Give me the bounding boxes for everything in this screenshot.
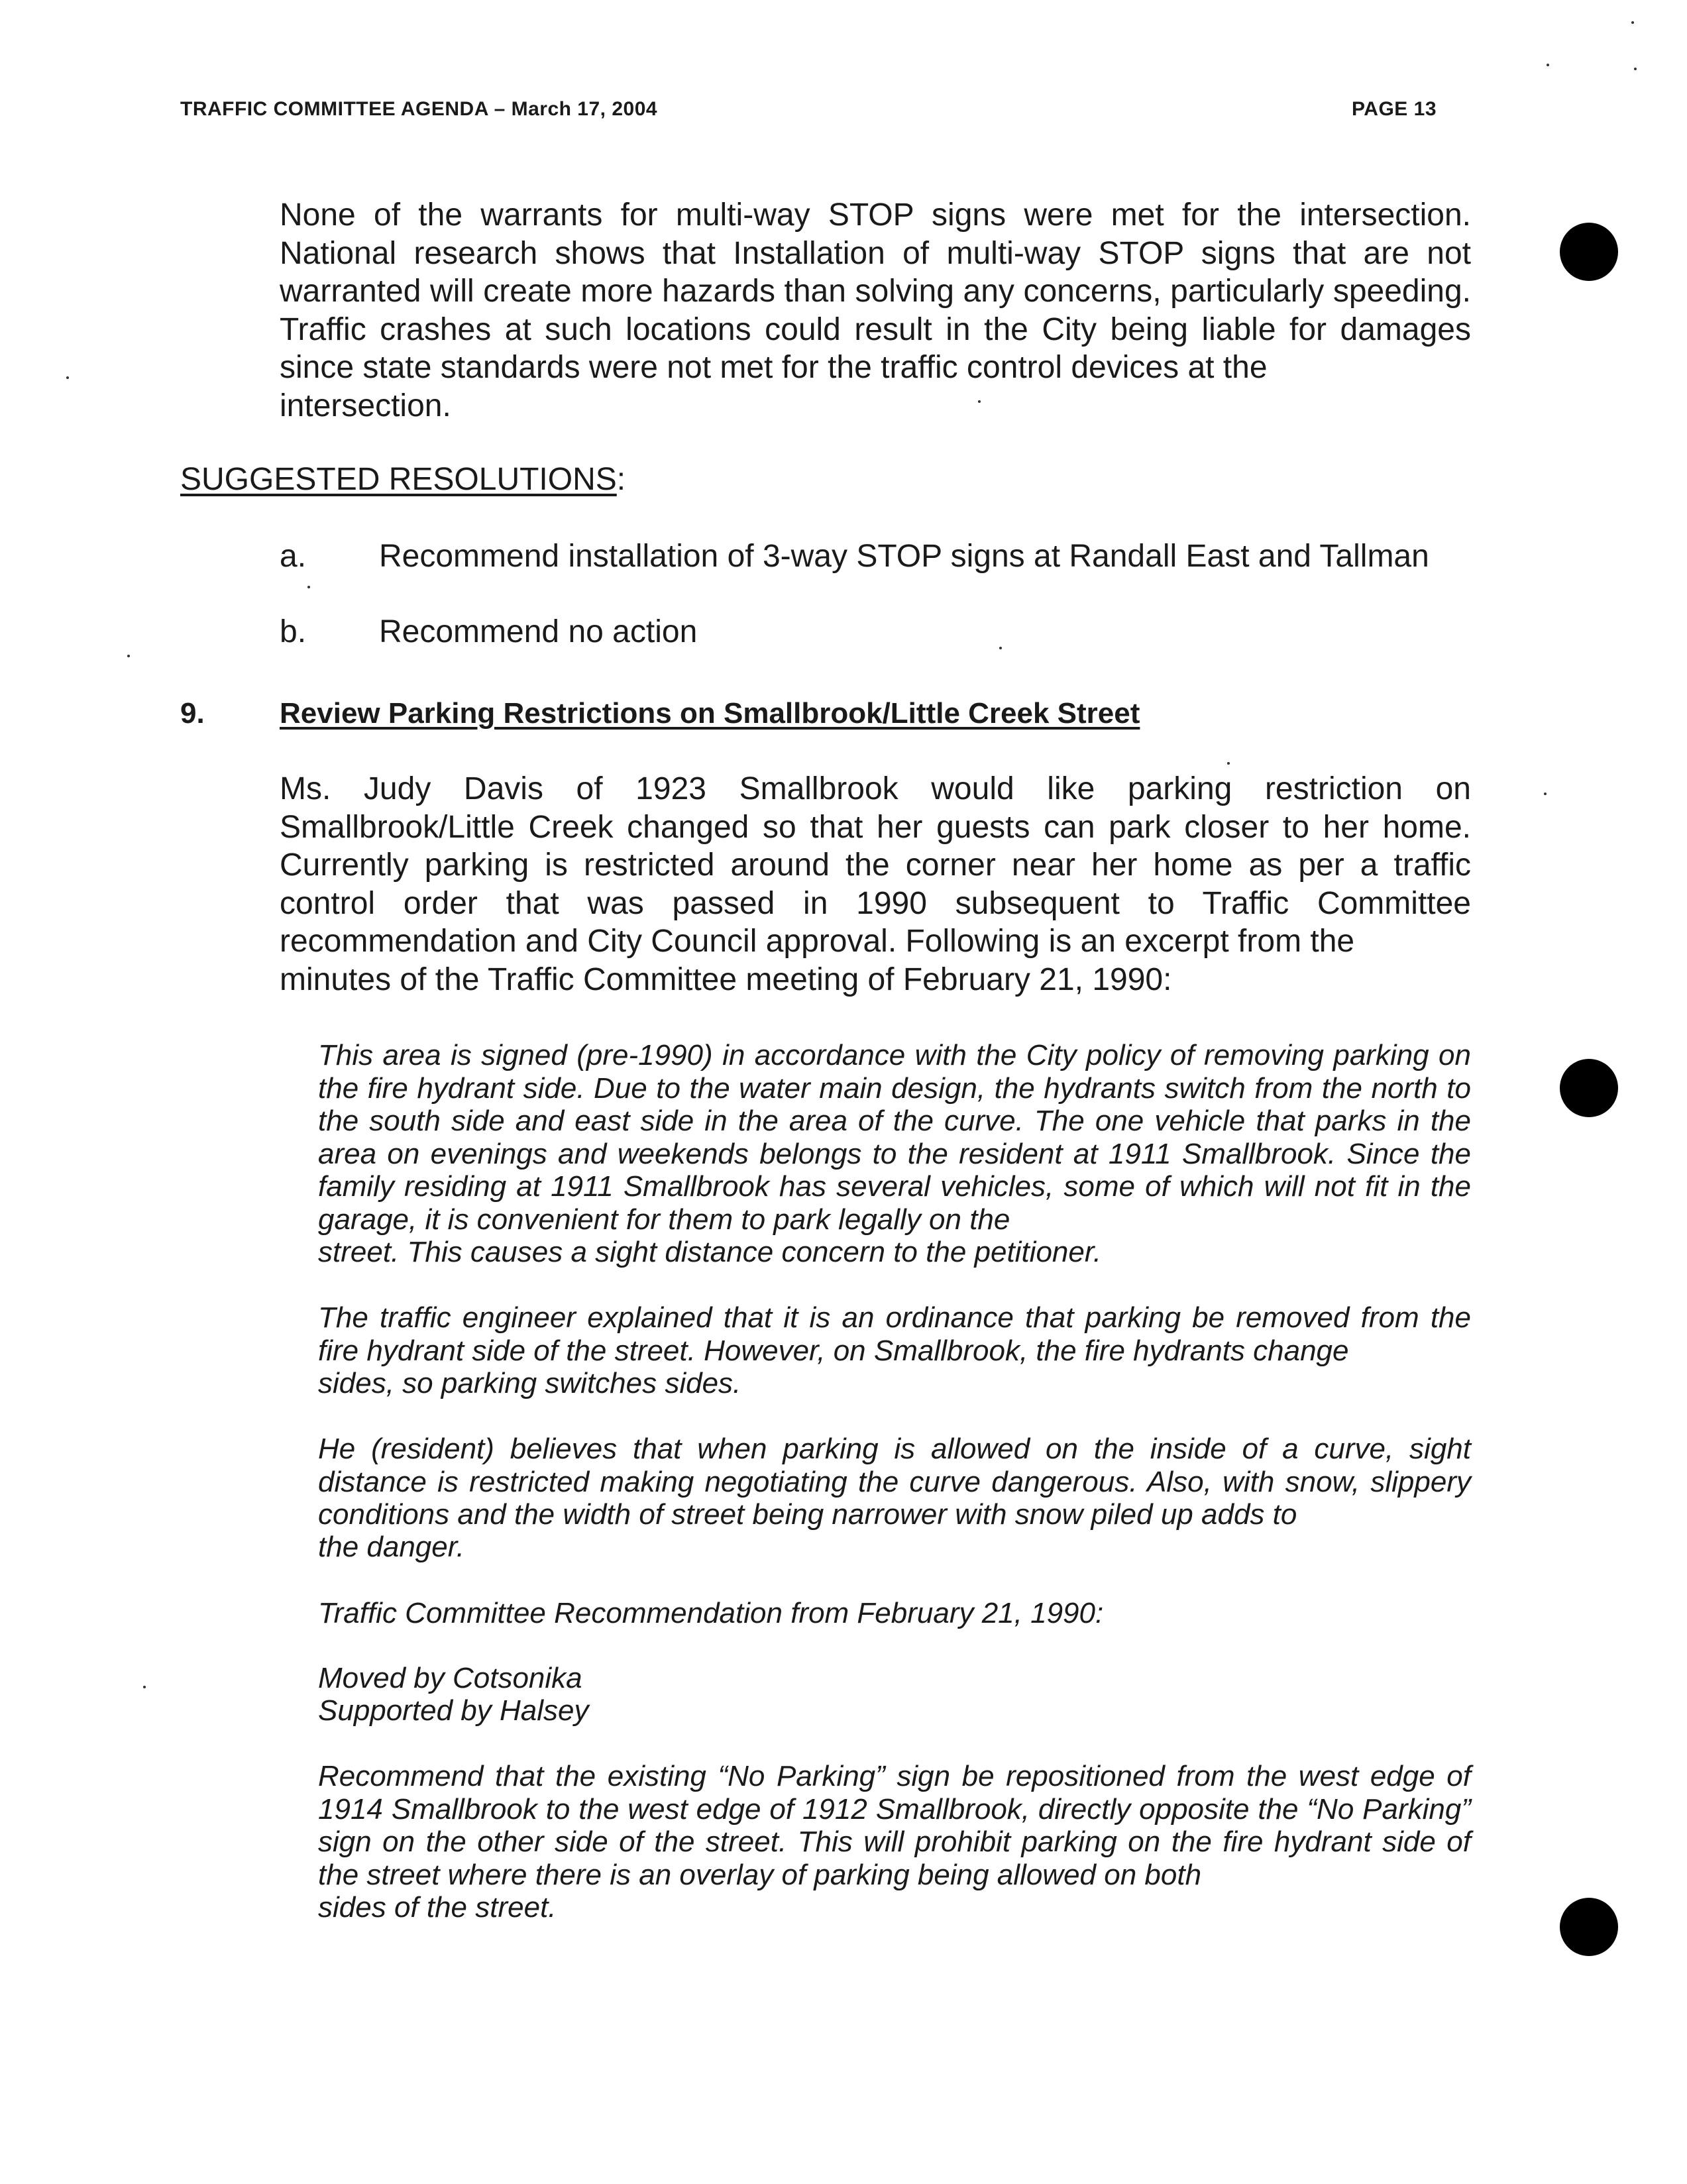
scan-speck [66,376,69,379]
scan-speck [307,586,310,588]
excerpt-paragraph-2-last-line: sides, so parking switches sides. [318,1367,741,1399]
resolution-a-letter: a. [280,539,307,574]
punch-hole-bottom [1560,1898,1618,1956]
punch-hole-top [1560,223,1618,281]
scan-speck [143,1686,146,1688]
scan-speck [1631,21,1634,24]
resolution-a-text: Recommend installation of 3-way STOP signs at Randall East and Tallman [379,539,1429,574]
resolution-b-letter: b. [280,614,307,649]
supported-by: Supported by Halsey [318,1694,589,1727]
excerpt-paragraph-2: The traffic engineer explained that it is an ordinance that parking be removed from the fire hydrant side of the street. However, on Smallbrook, the fire hydrants change [318,1301,1471,1367]
suggested-resolutions-heading-text: SUGGESTED RESOLUTIONS [180,462,617,497]
item-title: Review Parking Restrictions on Smallbrook/Little Creek Street [280,697,1140,730]
excerpt-paragraph-4-last-line: sides of the street. [318,1891,557,1924]
scan-speck [978,400,981,403]
item9-paragraph: Ms. Judy Davis of 1923 Smallbrook would like parking restriction on Smallbrook/Little Creek changed so that her guests can park closer to her home. Currently parking is restricted around the corner near her home as per a traffic control order that was passed in 1990 subsequent to Traffic Committee recommendation and City Council approval. Following is an excerpt from the [280,771,1471,959]
item9-paragraph-last-line: minutes of the Traffic Committee meeting of February 21, 1990: [280,962,1172,997]
moved-by: Moved by Cotsonika [318,1662,582,1694]
page-number: PAGE 13 [1352,98,1437,120]
punch-hole-middle [1560,1059,1618,1117]
recommendation-heading: Traffic Committee Recommendation from February 21, 1990: [318,1597,1104,1629]
scan-speck [1544,792,1547,795]
scan-speck [127,655,130,657]
suggested-resolutions-colon: : [616,462,626,497]
page-header-title: TRAFFIC COMMITTEE AGENDA – March 17, 2004 [180,98,658,120]
excerpt-paragraph-3: He (resident) believes that when parking is allowed on the inside of a curve, sight distance is restricted making negotiating the curve dangerous. Also, with snow, slippery conditions and the width of street being narrower with snow piled up adds to [318,1433,1471,1531]
resolution-b-text: Recommend no action [379,614,698,649]
scan-speck [1634,68,1637,70]
excerpt-paragraph-3-last-line: the danger. [318,1531,464,1563]
scan-speck [1227,762,1230,765]
excerpt-paragraph-1: This area is signed (pre-1990) in accordance with the City policy of removing parking on the fire hydrant side. Due to the water main design, the hydrants switch from the north to the south side and east side in the area of the curve. The one vehicle that parks in the area on evenings and weekends belongs to the resident at 1911 Smallbrook. Since the family residing at 1911 Smallbrook has several vehicles, some of which will not fit in the garage, it is convenient for them to park legally on the [318,1039,1471,1236]
suggested-resolutions-heading [180,461,626,498]
item-number: 9. [180,697,205,730]
intro-paragraph-last-line: intersection. [280,388,451,423]
intro-paragraph: None of the warrants for multi-way STOP signs were met for the intersection. National research shows that Installation of multi-way STOP signs that are not warranted will create more hazards than solving any concerns, particularly speeding. Traffic crashes at such locations could result in the City being liable for damages since state standards were not met for the traffic control devices at the [280,197,1471,386]
excerpt-paragraph-4: Recommend that the existing “No Parking” sign be repositioned from the west edge of 1914 Smallbrook to the west edge of 1912 Smallbrook, directly opposite the “No Parking” sign on the other side of the street. This will prohibit parking on the fire hydrant side of the street where there is an overlay of parking being allowed on both [318,1760,1471,1891]
scan-speck [1547,64,1549,66]
excerpt-paragraph-1-last-line: street. This causes a sight distance concern to the petitioner. [318,1236,1102,1268]
scan-speck [999,647,1002,649]
